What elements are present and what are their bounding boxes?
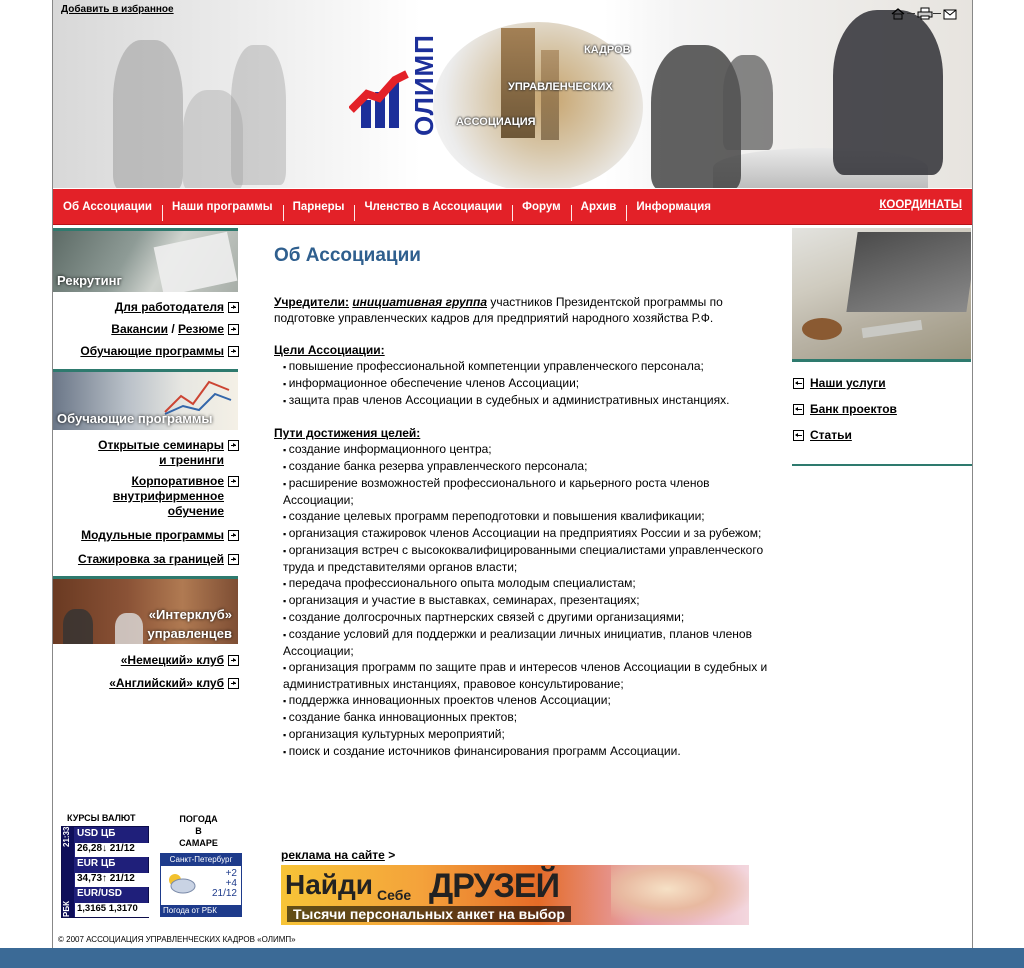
link-articles[interactable]: Статьи: [793, 428, 972, 442]
founders-label: Учредители:: [274, 295, 349, 309]
way-item: ▪ расширение возможностей профессионального и карьерного роста членов Ассоциации;: [274, 475, 779, 508]
link-our-services[interactable]: Наши услуги: [793, 376, 972, 390]
way-item: ▪ поиск и создание источников финансирования программ Ассоциации.: [274, 743, 779, 760]
nav-forum[interactable]: Форум: [512, 189, 570, 225]
arrow-left-icon: [793, 404, 804, 415]
goals-title: Цели Ассоциации:: [274, 343, 385, 357]
nav-archive[interactable]: Архив: [571, 189, 627, 225]
icon-separator: [907, 13, 915, 14]
weather-city: Санкт-Петербург: [161, 854, 241, 866]
nav-about[interactable]: Об Ассоциации: [63, 200, 152, 213]
goal-item: ▪ информационное обеспечение членов Ассоциации;: [274, 375, 779, 392]
interclub-banner[interactable]: [53, 576, 238, 644]
print-icon[interactable]: [917, 7, 931, 19]
ad-text-friends: ДРУЗЕЙ: [429, 867, 560, 905]
home-icon[interactable]: [891, 7, 905, 19]
link-training-programs[interactable]: Обучающие программы: [53, 344, 239, 359]
link-german-club[interactable]: «Немецкий» клуб: [53, 653, 239, 668]
way-item: ▪ организация встреч с высококвалифицированными специалистами управленческого труда и представителями органов власти;: [274, 542, 779, 575]
header-tower-image: [541, 50, 559, 140]
way-item: ▪ создание банка резерва управленческого персонала;: [274, 458, 779, 475]
way-item: ▪ создание целевых программ переподготовки и повышения квалификации;: [274, 508, 779, 525]
nav-information[interactable]: Информация: [626, 189, 721, 225]
ad-label-link[interactable]: реклама на сайте: [281, 848, 385, 862]
eur-label: EUR ЦБ: [77, 858, 116, 869]
arrow-right-icon: [228, 476, 239, 487]
ways-title: Пути достижения целей:: [274, 426, 421, 440]
header-icons: [891, 7, 957, 19]
interclub-banner-label-2: управленцев: [147, 626, 232, 641]
weather-footer: Погода от РБК: [161, 905, 241, 916]
link-vacancies-resume: Вакансии / Резюме: [53, 322, 239, 337]
link-projects-bank[interactable]: Банк проектов: [793, 402, 972, 416]
arrow-right-icon: [228, 302, 239, 313]
add-to-favorites-link[interactable]: Добавить в избранное: [61, 4, 174, 15]
goals-section: [274, 342, 779, 409]
way-item: ▪ организация культурных мероприятий;: [274, 726, 779, 743]
way-item: ▪ создание банка инновационных пректов;: [274, 709, 779, 726]
ad-banner[interactable]: [281, 865, 749, 925]
page-frame: [52, 0, 973, 948]
tagline-assotsiatsiya: АССОЦИАЦИЯ: [456, 116, 536, 128]
usd-label: USD ЦБ: [77, 828, 116, 839]
link-english-club[interactable]: «Английский» клуб: [53, 676, 239, 691]
currency-side: РБК 21:33: [62, 827, 74, 917]
founders-section: [274, 294, 779, 326]
interclub-banner-label: «Интерклуб»: [148, 607, 232, 622]
way-item: ▪ организация и участие в выставках, семинарах, презентациях;: [274, 592, 779, 609]
logo-bars-icon: [349, 70, 411, 132]
header-banner: [53, 0, 972, 188]
link-modular-programs[interactable]: Модульные программы: [53, 528, 239, 543]
link-vacancies[interactable]: Вакансии: [111, 322, 168, 336]
way-item: ▪ создание долгосрочных партнерских связей с другими организациями;: [274, 609, 779, 626]
link-for-employer[interactable]: Для работодателя: [53, 300, 239, 315]
goal-item: ▪ повышение профессиональной компетенции управленческого персонала;: [274, 358, 779, 375]
header-photo-people-left: [113, 40, 183, 188]
weather-title: ПОГОДА В САМАРЕ: [179, 814, 218, 848]
way-item: ▪ создание информационного центра;: [274, 441, 779, 458]
arrow-right-icon: [228, 346, 239, 357]
main-nav: [53, 189, 972, 225]
way-item: ▪ организация стажировок членов Ассоциации на предприятиях России и за рубежом;: [274, 525, 779, 542]
arrow-right-icon: [228, 530, 239, 541]
link-corporate-training[interactable]: Корпоративное внутрифирменное обучение: [53, 474, 239, 519]
page-title: Об Ассоциации: [274, 245, 421, 266]
header-photo-person: [723, 55, 773, 150]
arrow-right-icon: [228, 440, 239, 451]
ways-section: [274, 425, 779, 760]
left-sidebar: [53, 228, 239, 691]
ad-text-find: Найди: [285, 869, 373, 900]
arrow-right-icon: [228, 655, 239, 666]
nav-programs[interactable]: Наши программы: [162, 189, 283, 225]
recruiting-banner-label: Рекрутинг: [57, 273, 122, 288]
tagline-kadrov: КАДРОВ: [584, 44, 631, 56]
arrow-left-icon: [793, 378, 804, 389]
weather-values: +2 +4 21/12: [211, 868, 237, 899]
way-item: ▪ организация программ по защите прав и интересов членов Ассоциации в судебных и административных инстанциях, правовое консультирование;: [274, 659, 779, 692]
eurusd-label: EUR/USD: [77, 888, 123, 899]
arrow-right-icon: [228, 554, 239, 565]
logo-text: ОЛИМП: [409, 34, 439, 136]
eur-value: 34,73↑ 21/12: [75, 873, 149, 887]
main-content: [274, 245, 779, 776]
mail-icon[interactable]: [943, 7, 957, 19]
weather-cloud-icon: [165, 870, 197, 896]
currency-title: КУРСЫ ВАЛЮТ: [67, 813, 136, 823]
right-divider: [792, 464, 972, 466]
arrow-right-icon: [228, 678, 239, 689]
ad-photo: [611, 865, 749, 925]
link-open-seminars[interactable]: Открытые семинары и тренинги: [53, 438, 239, 468]
nav-membership[interactable]: Членство в Ассоциации: [354, 189, 512, 225]
tagline-upravlencheskih: УПРАВЛЕНЧЕСКИХ: [508, 81, 613, 93]
icon-separator: [933, 13, 941, 14]
nav-coordinates-link[interactable]: КООРДИНАТЫ: [879, 199, 962, 211]
way-item: ▪ поддержка инновационных проектов членов Ассоциации;: [274, 692, 779, 709]
header-photo-person: [231, 45, 286, 185]
training-banner[interactable]: [53, 369, 238, 430]
goal-item: ▪ защита прав членов Ассоциации в судебных и административных инстанциях.: [274, 392, 779, 409]
usd-value: 26,28↓ 21/12: [75, 843, 149, 857]
copyright: © 2007 АССОЦИАЦИЯ УПРАВЛЕНЧЕСКИХ КАДРОВ «ОЛИМП»: [58, 935, 296, 944]
bottom-bar: [0, 948, 1024, 968]
arrow-left-icon: [793, 430, 804, 441]
currency-widget[interactable]: [61, 826, 149, 918]
ad-text-self: Себе: [377, 887, 412, 903]
laptop-photo: [792, 228, 971, 362]
right-sidebar: [792, 228, 972, 442]
recruiting-banner[interactable]: [53, 228, 238, 292]
eurusd-value: 1,3165 1,3170: [75, 903, 149, 917]
training-banner-label: Обучающие программы: [57, 411, 213, 426]
header-photo-person: [833, 10, 943, 175]
ad-text-profiles: Тысячи персональных анкет на выбор: [287, 906, 571, 922]
way-item: ▪ создание условий для поддержки и реализации личных инициатив, планов членов Ассоциации;: [274, 626, 779, 659]
link-internship-abroad[interactable]: Стажировка за границей: [53, 552, 239, 567]
chart-graphic-icon: [163, 376, 233, 416]
way-item: ▪ передача профессионального опыта молодым специалистам;: [274, 575, 779, 592]
weather-widget[interactable]: [160, 853, 242, 917]
nav-partners[interactable]: Парнеры: [283, 189, 355, 225]
arrow-right-icon: [228, 324, 239, 335]
founders-group: инициативная группа: [352, 295, 487, 309]
founders-text: участников Президентской программы по подготовке управленческих кадров для предприятий народного хозяйства Р.Ф.: [274, 295, 723, 325]
link-resume[interactable]: Резюме: [178, 322, 224, 336]
ad-label: реклама на сайте >: [281, 848, 396, 862]
